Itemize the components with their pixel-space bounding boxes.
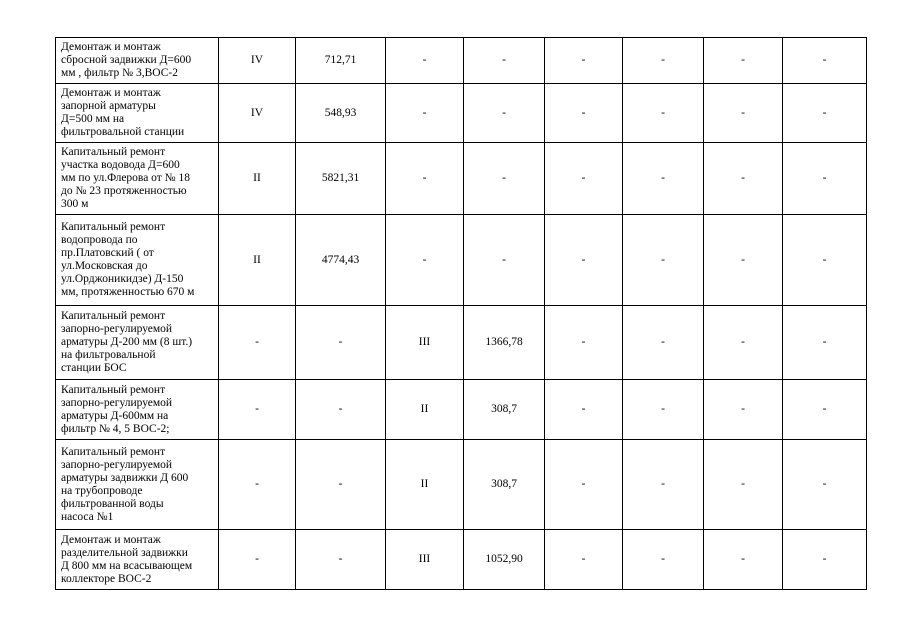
table-cell: IV <box>219 84 296 143</box>
table-cell: - <box>783 440 867 530</box>
table-cell: 4774,43 <box>296 215 386 306</box>
table-cell: - <box>783 38 867 84</box>
table-cell: IV <box>219 38 296 84</box>
table-cell: - <box>783 306 867 380</box>
work-description: Капитальный ремонт запорно-регулируемой арматуры задвижки Д 600 на трубопроводе фильтрованной воды насоса №1 <box>56 440 219 530</box>
table-cell: - <box>219 530 296 590</box>
table-cell: III <box>386 306 464 380</box>
table-cell: - <box>545 440 623 530</box>
table-cell: - <box>545 84 623 143</box>
table-cell: - <box>386 38 464 84</box>
table-cell: - <box>623 38 704 84</box>
table-cell: II <box>386 380 464 440</box>
table-cell: 548,93 <box>296 84 386 143</box>
table-cell: - <box>464 215 545 306</box>
table-cell: - <box>545 380 623 440</box>
table-cell: - <box>623 380 704 440</box>
table-row <box>56 38 867 84</box>
work-description: Капитальный ремонт запорно-регулируемой арматуры Д-600мм на фильтр № 4, 5 ВОС-2; <box>56 380 219 440</box>
table-cell: - <box>623 215 704 306</box>
table-cell: - <box>623 440 704 530</box>
table-cell: - <box>623 84 704 143</box>
table-cell: - <box>783 143 867 215</box>
table-cell: - <box>545 306 623 380</box>
table-cell: II <box>219 215 296 306</box>
table-cell: - <box>704 530 783 590</box>
table-cell: - <box>704 84 783 143</box>
table-cell: 308,7 <box>464 380 545 440</box>
table-row <box>56 380 867 440</box>
work-description: Демонтаж и монтаж сбросной задвижки Д=600 мм , фильтр № 3,ВОС-2 <box>56 38 219 84</box>
table-row <box>56 84 867 143</box>
table-row <box>56 143 867 215</box>
table-cell: - <box>464 143 545 215</box>
table-cell: - <box>623 143 704 215</box>
table-row <box>56 530 867 590</box>
table-cell: - <box>386 215 464 306</box>
table-cell: - <box>704 143 783 215</box>
table-cell: - <box>219 306 296 380</box>
table-cell: 5821,31 <box>296 143 386 215</box>
work-description: Капитальный ремонт водопровода по пр.Платовский ( от ул.Московская до ул.Орджоникидзе) Д-150 мм, протяженностью 670 м <box>56 215 219 306</box>
table-cell: - <box>783 84 867 143</box>
table-cell: - <box>545 143 623 215</box>
table-cell: - <box>704 38 783 84</box>
table-cell: - <box>219 380 296 440</box>
table-cell: - <box>296 440 386 530</box>
table-cell: II <box>219 143 296 215</box>
table-cell: - <box>704 380 783 440</box>
table-cell: - <box>704 306 783 380</box>
table-cell: - <box>296 380 386 440</box>
work-description: Капитальный ремонт запорно-регулируемой арматуры Д-200 мм (8 шт.) на фильтровальной станции БОС <box>56 306 219 380</box>
table-cell: - <box>623 530 704 590</box>
table-cell: - <box>386 143 464 215</box>
work-description: Демонтаж и монтаж запорной арматуры Д=500 мм на фильтровальной станции <box>56 84 219 143</box>
table-cell: - <box>545 530 623 590</box>
work-description: Капитальный ремонт участка водовода Д=600 мм по ул.Флерова от № 18 до № 23 протяженностью 300 м <box>56 143 219 215</box>
table-cell: - <box>545 38 623 84</box>
table-cell: - <box>545 215 623 306</box>
table-cell: - <box>783 530 867 590</box>
table-cell: 1366,78 <box>464 306 545 380</box>
table-cell: - <box>783 215 867 306</box>
table-cell: - <box>783 380 867 440</box>
table-cell: - <box>464 38 545 84</box>
table-cell: - <box>704 440 783 530</box>
table-cell: II <box>386 440 464 530</box>
table-cell: - <box>386 84 464 143</box>
table-cell: - <box>623 306 704 380</box>
table-row <box>56 440 867 530</box>
table-cell: 712,71 <box>296 38 386 84</box>
table-cell: 1052,90 <box>464 530 545 590</box>
table-cell: 308,7 <box>464 440 545 530</box>
table-cell: - <box>464 84 545 143</box>
table-row <box>56 306 867 380</box>
table-cell: - <box>296 530 386 590</box>
table-cell: III <box>386 530 464 590</box>
table-cell: - <box>296 306 386 380</box>
table-cell: - <box>219 440 296 530</box>
work-description: Демонтаж и монтаж разделительной задвижки Д 800 мм на всасывающем коллекторе ВОС-2 <box>56 530 219 590</box>
table-cell: - <box>704 215 783 306</box>
table-row <box>56 215 867 306</box>
works-table <box>55 37 867 590</box>
